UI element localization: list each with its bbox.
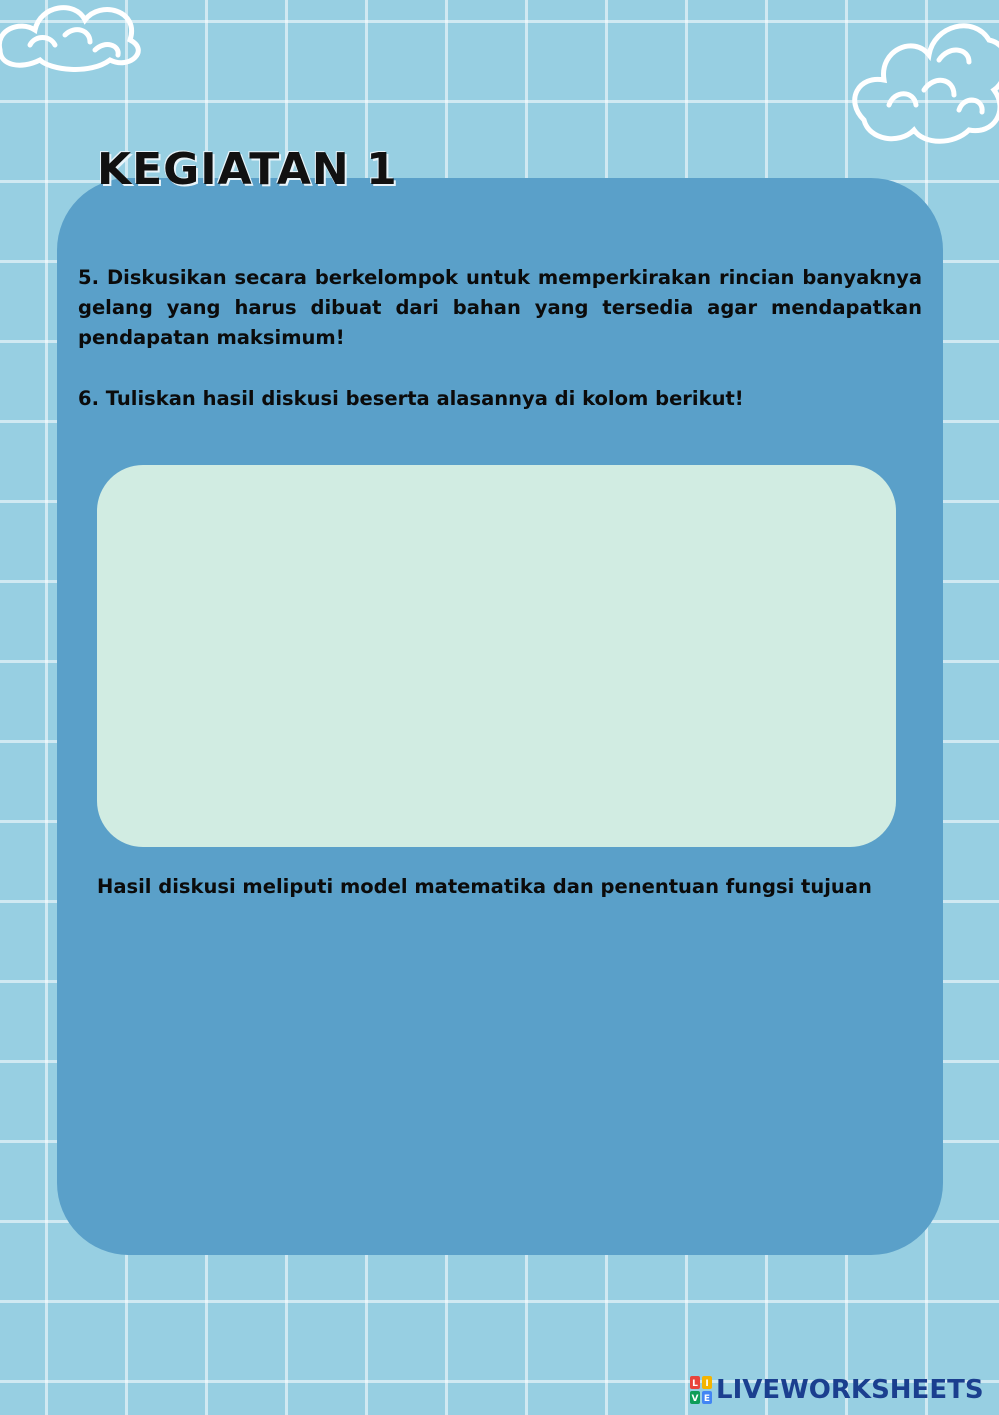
liveworksheets-wordmark: LIVEWORKSHEETS: [716, 1375, 984, 1405]
question-5: 5. Diskusikan secara berkelompok untuk memperkirakan rincian banyaknya gelang yang harus dibuat dari bahan yang tersedia agar mendapatkan pendapatan maksimum!: [78, 266, 922, 349]
liveworksheets-mark-icon: [690, 1376, 712, 1404]
mark-letter: V: [691, 1394, 699, 1404]
answer-input[interactable]: [97, 465, 896, 847]
page-title: KEGIATAN 1: [97, 144, 398, 195]
mark-letter: L: [692, 1379, 698, 1389]
cloud-doodle-top-left-icon: [0, 0, 160, 80]
liveworksheets-logo: [690, 1372, 984, 1408]
question-6: 6. Tuliskan hasil diskusi beserta alasannya di kolom berikut!: [78, 387, 744, 410]
mark-letter: E: [703, 1394, 711, 1404]
mark-letter: I: [705, 1379, 709, 1389]
answer-hint: Hasil diskusi meliputi model matematika dan penentuan fungsi tujuan: [97, 875, 872, 898]
cloud-doodle-top-right-icon: [844, 0, 999, 150]
